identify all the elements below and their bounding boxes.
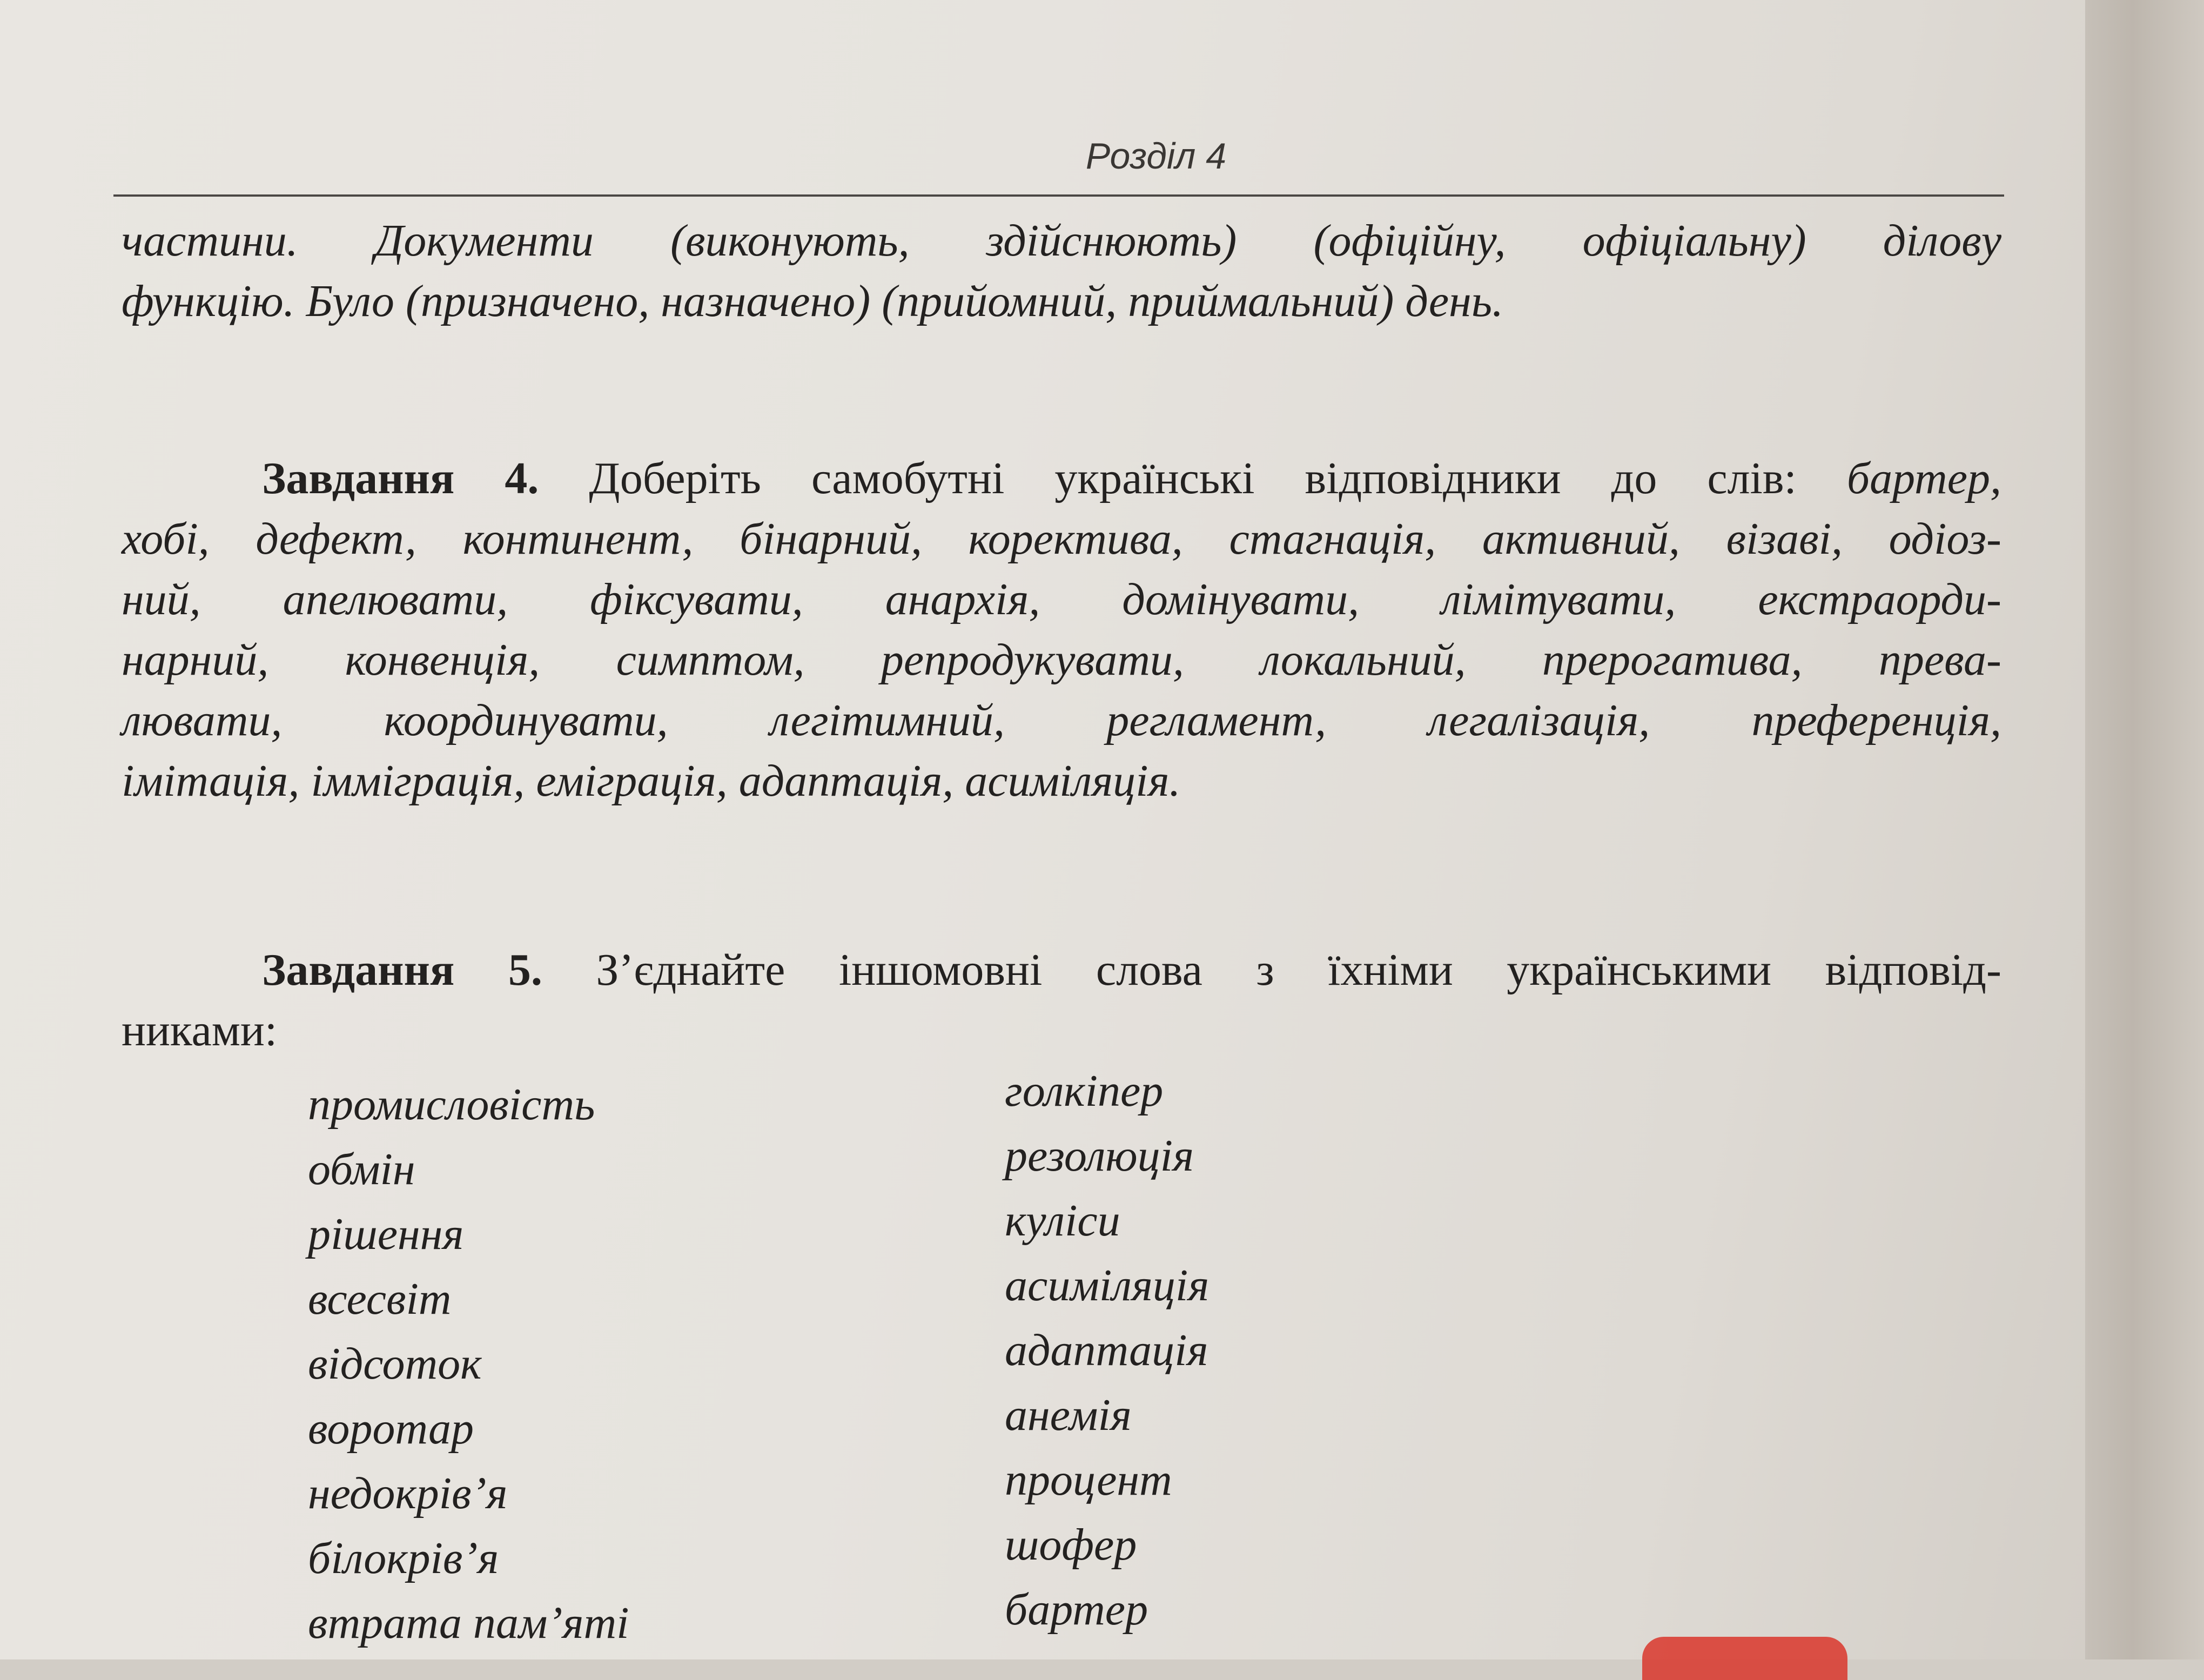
task-5-text: З’єднайте іншомовні слова з їхніми українськими відповід- (596, 945, 2002, 995)
right-word: шофер (1005, 1520, 1137, 1570)
right-word: голкіпер (1005, 1066, 1164, 1116)
right-word: куліси (1005, 1195, 1120, 1246)
page-edge-shadow (2085, 0, 2204, 1659)
task-4-line-3: ний, апелювати, фіксувати, анархія, домінувати, лімітувати, екстраорди- (122, 574, 2001, 624)
task-4-line-2: хобі, дефект, континент, бінарний, коректива, стагнація, активний, візаві, одіоз- (122, 514, 2001, 564)
task-5 (122, 940, 2001, 1061)
continuation-line-1: частини. Документи (виконують, здійснюють) (офіційну, офіціальну) ділову (122, 216, 2001, 266)
left-word: всесвіт (308, 1274, 452, 1324)
task-5-line-2: никами: (122, 1005, 278, 1056)
left-word: воротар (308, 1403, 474, 1454)
right-word: процент (1005, 1455, 1172, 1505)
left-word: обмін (308, 1144, 415, 1194)
foreign-words-column (308, 1072, 956, 1659)
task-4-line-5: лювати, координувати, легітимний, регламент, легалізація, преференція, (122, 695, 2001, 745)
task-4-line-1-tail: бартер, (1846, 453, 2002, 503)
equivalents-column (1005, 1059, 1653, 1646)
task-4-line-1 (122, 448, 2001, 509)
page-header (113, 124, 2004, 197)
task-5-label: Завдання 5. (262, 945, 542, 995)
red-bookmark-tab (1642, 1637, 1847, 1680)
left-word: недокрів’я (308, 1468, 508, 1518)
right-word: асиміляція (1005, 1260, 1209, 1311)
left-word: білокрів’я (308, 1533, 499, 1583)
task-4-line-4: нарний, конвенція, симптом, репродукувати, локальний, прерогатива, прева- (122, 635, 2001, 685)
right-word: анемія (1005, 1390, 1132, 1440)
running-head: Розділ 4 (1085, 136, 1227, 177)
right-word: бартер (1005, 1584, 1148, 1635)
continuation-line-2: функцію. Було (призначено, назначено) (прийомний, приймальний) день. (122, 276, 1504, 326)
left-word: промисловість (308, 1079, 595, 1130)
task-4-intro: Доберіть самобутні українські відповідники до слів: (589, 453, 1797, 503)
left-word: рішення (308, 1209, 464, 1259)
task-5-line-1 (122, 940, 2001, 1000)
left-word: втрата пам’яті (308, 1598, 629, 1648)
right-word: резолюція (1005, 1131, 1194, 1181)
left-word: відсоток (308, 1339, 482, 1389)
right-word: адаптація (1005, 1325, 1208, 1375)
task-4-label: Завдання 4. (262, 453, 539, 503)
continuation-paragraph (122, 211, 2001, 332)
task-4-line-6: імітація, імміграція, еміграція, адаптація, асиміляція. (122, 756, 1181, 806)
task-4 (122, 448, 2001, 811)
